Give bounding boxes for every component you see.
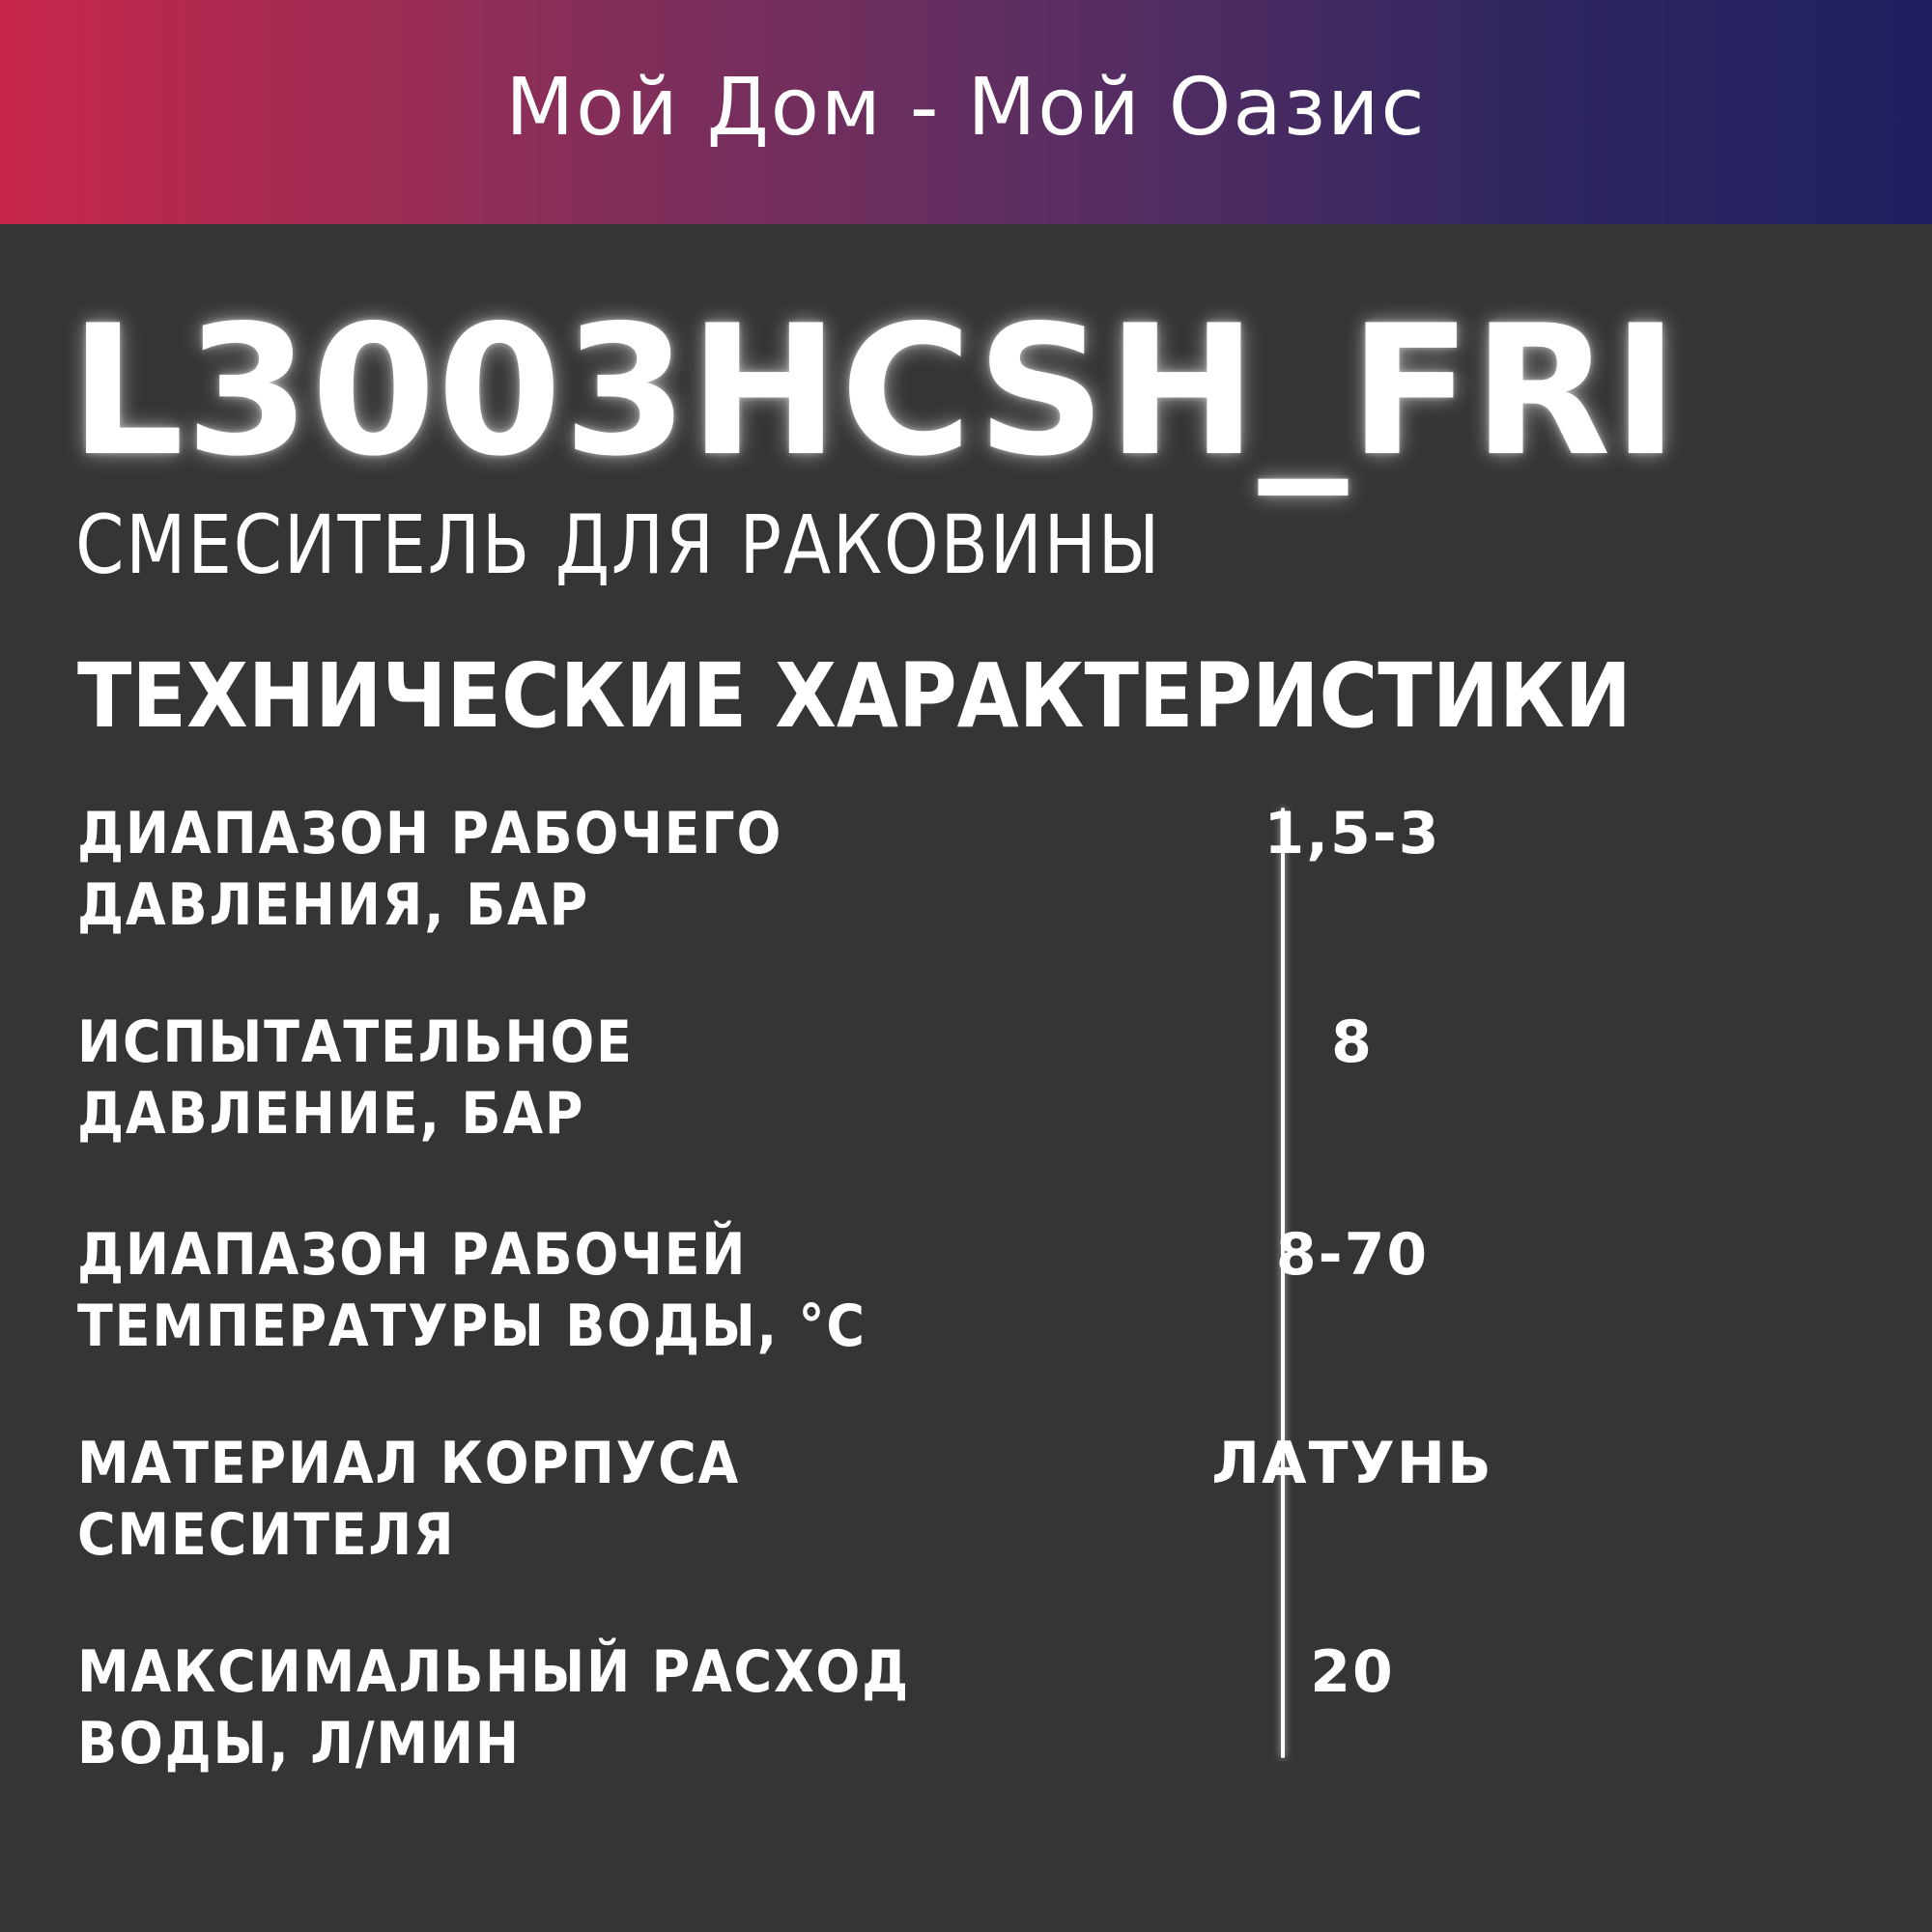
spec-row <box>0 1007 1932 1161</box>
specs-title: ТЕХНИЧЕСКИЕ ХАРАКТЕРИСТИКИ <box>77 644 1632 748</box>
spec-value: ЛАТУНЬ <box>1211 1430 1493 1497</box>
spec-row <box>0 1636 1932 1791</box>
spec-label-line: ВОДЫ, Л/МИН <box>77 1710 521 1777</box>
spec-row <box>0 1219 1932 1374</box>
spec-label <box>77 1636 910 1779</box>
spec-label-line: ДАВЛЕНИЕ, БАР <box>77 1080 585 1148</box>
spec-label-line: СМЕСИТЕЛЯ <box>77 1501 456 1569</box>
header-banner <box>0 0 1932 224</box>
spec-row <box>0 1428 1932 1582</box>
spec-value: 8 <box>1331 1009 1374 1076</box>
spec-label <box>77 1007 634 1150</box>
product-type: СМЕСИТЕЛЬ ДЛЯ РАКОВИНЫ <box>75 497 1162 592</box>
spec-row <box>0 798 1932 952</box>
spec-label-line: ДАВЛЕНИЯ, БАР <box>77 871 590 939</box>
spec-label-line: ИСПЫТАТЕЛЬНОЕ <box>77 1009 634 1076</box>
spec-label <box>77 1219 867 1362</box>
brand-slogan: Мой Дом - Мой Оазис <box>505 61 1427 154</box>
spec-label-line: МАТЕРИАЛ КОРПУСА <box>77 1430 741 1497</box>
spec-label <box>77 798 782 941</box>
product-model: L3003HCSH_FRI <box>70 286 1680 496</box>
spec-value: 8-70 <box>1275 1221 1430 1289</box>
spec-label-line: ТЕМПЕРАТУРЫ ВОДЫ, °С <box>77 1293 867 1360</box>
spec-value: 1,5-3 <box>1264 800 1441 867</box>
spec-value: 20 <box>1310 1638 1395 1706</box>
spec-label-line: МАКСИМАЛЬНЫЙ РАСХОД <box>77 1638 911 1706</box>
spec-label-line: ДИАПАЗОН РАБОЧЕЙ <box>77 1221 748 1289</box>
spec-label <box>77 1428 740 1571</box>
spec-label-line: ДИАПАЗОН РАБОЧЕГО <box>77 800 783 867</box>
